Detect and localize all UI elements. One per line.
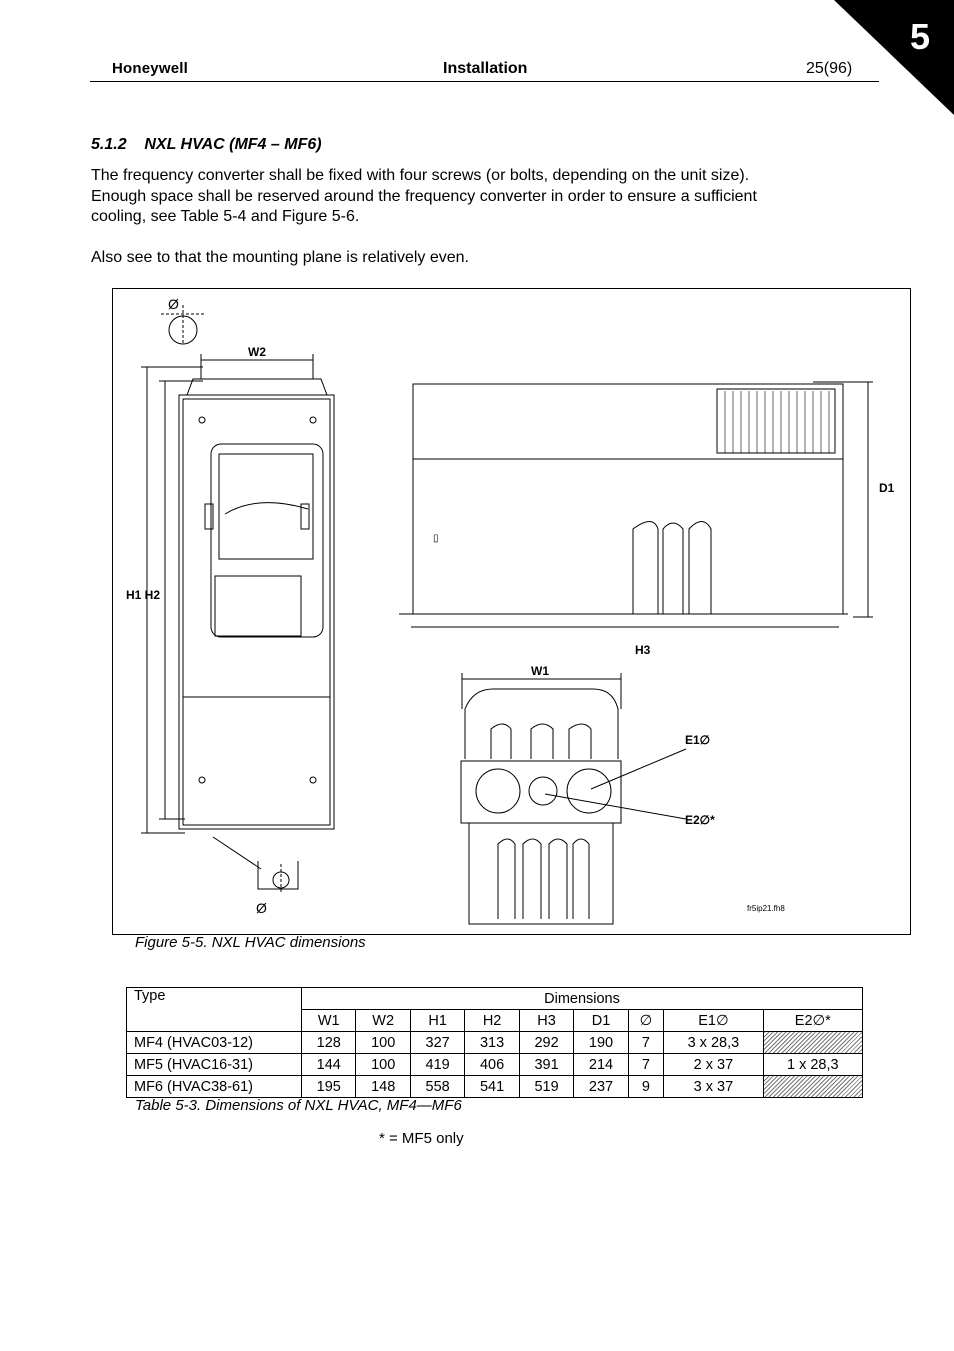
paragraph-line-1: The frequency converter shall be fixed with four screws (or bolts, depending on the unit size). — [91, 167, 750, 184]
cable-entry-e1-left — [476, 769, 520, 813]
cell: 237 — [574, 1076, 628, 1098]
cell: 292 — [519, 1032, 573, 1054]
figure-caption: Figure 5-5. NXL HVAC dimensions — [135, 934, 366, 951]
col-header: W2 — [356, 1010, 410, 1032]
cell-not-applicable — [763, 1032, 862, 1054]
file-ref-label: fr5ip21.fh8 — [747, 904, 785, 913]
paragraph-line-2: Enough space shall be reserved around the frequency converter in order to ensure a sufficient — [91, 187, 757, 205]
col-header: ∅ — [628, 1010, 663, 1032]
cell: 128 — [302, 1032, 356, 1054]
row-type: MF5 (HVAC16-31) — [127, 1054, 302, 1076]
section-title: Installation — [443, 60, 528, 77]
dia-bottom-label: Ø — [256, 900, 267, 916]
cell: 3 x 37 — [664, 1076, 763, 1098]
cell: 313 — [465, 1032, 519, 1054]
cable-entry-e2 — [529, 777, 557, 805]
cell: 391 — [519, 1054, 573, 1076]
table-header-row — [127, 988, 863, 1010]
cell-not-applicable — [763, 1076, 862, 1098]
dimensions-table — [126, 987, 863, 1098]
row-type: MF6 (HVAC38-61) — [127, 1076, 302, 1098]
brand-logo: Honeywell — [112, 60, 188, 77]
col-header: E2∅* — [763, 1010, 862, 1032]
h3-label: H3 — [635, 643, 651, 657]
cell: 519 — [519, 1076, 573, 1098]
header-rule — [90, 81, 879, 82]
col-header: H2 — [465, 1010, 519, 1032]
dimension-drawing — [113, 289, 910, 934]
cell: 419 — [410, 1054, 464, 1076]
type-header: Type — [127, 988, 302, 1032]
col-header: D1 — [574, 1010, 628, 1032]
cell: 144 — [302, 1054, 356, 1076]
cell: 214 — [574, 1054, 628, 1076]
e2-label: E2∅* — [685, 813, 715, 827]
cell: 1 x 28,3 — [763, 1054, 862, 1076]
table-row — [127, 1076, 863, 1098]
page-number: 25(96) — [806, 60, 853, 77]
cell: 7 — [628, 1032, 663, 1054]
cell: 327 — [410, 1032, 464, 1054]
chapter-number: 5 — [909, 16, 930, 57]
dia-top-label: Ø — [168, 296, 179, 312]
table-row — [127, 1032, 863, 1054]
paragraph-line-3: cooling, see Table 5-4 and Figure 5-6. — [91, 208, 360, 225]
col-header: E1∅ — [664, 1010, 763, 1032]
h1h2-label: H1 H2 — [126, 588, 161, 602]
subsection-heading: 5.1.2 NXL HVAC (MF4 – MF6) — [91, 136, 322, 153]
chapter-tab — [834, 0, 954, 115]
cell: 190 — [574, 1032, 628, 1054]
svg-text:▯: ▯ — [433, 533, 439, 544]
cable-entry-e1-right — [567, 769, 611, 813]
w2-label: W2 — [248, 345, 266, 359]
cell: 100 — [356, 1032, 410, 1054]
cell: 2 x 37 — [664, 1054, 763, 1076]
col-header: W1 — [302, 1010, 356, 1032]
table-caption: Table 5-3. Dimensions of NXL HVAC, MF4—MF6 — [135, 1097, 462, 1114]
row-type: MF4 (HVAC03-12) — [127, 1032, 302, 1054]
cell: 9 — [628, 1076, 663, 1098]
cell: 558 — [410, 1076, 464, 1098]
table-row — [127, 1054, 863, 1076]
cell: 541 — [465, 1076, 519, 1098]
col-header: H3 — [519, 1010, 573, 1032]
paragraph-mounting: Also see to that the mounting plane is relatively even. — [91, 249, 469, 266]
cell: 148 — [356, 1076, 410, 1098]
dimension-figure — [112, 288, 911, 935]
cell: 100 — [356, 1054, 410, 1076]
cell: 7 — [628, 1054, 663, 1076]
cell: 406 — [465, 1054, 519, 1076]
d1-label: D1 — [879, 481, 895, 495]
dimensions-header: Dimensions — [302, 988, 863, 1010]
front-view-housing — [179, 395, 334, 829]
cell: 195 — [302, 1076, 356, 1098]
cell: 3 x 28,3 — [664, 1032, 763, 1054]
col-header: H1 — [410, 1010, 464, 1032]
table-note: * = MF5 only — [379, 1130, 464, 1147]
w1-label: W1 — [531, 664, 549, 678]
e1-label: E1∅ — [685, 733, 711, 747]
